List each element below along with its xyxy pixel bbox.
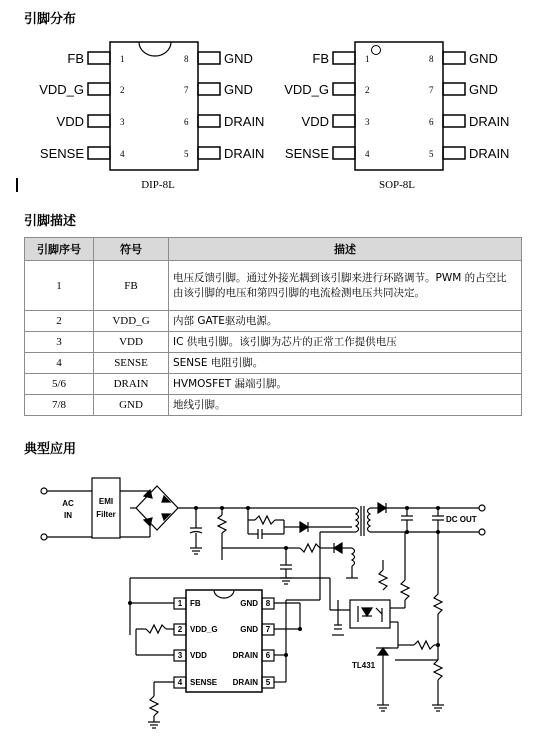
app-pin-4-number: 4 bbox=[177, 678, 183, 687]
transformer-secondary bbox=[368, 508, 371, 532]
app-pin-5-name: DRAIN bbox=[232, 678, 258, 687]
sop-pin-7-name: GND bbox=[469, 82, 498, 97]
sop-pin-4-name: SENSE bbox=[284, 146, 329, 161]
header-pin-num: 引脚序号 bbox=[25, 238, 94, 261]
aux-winding bbox=[352, 548, 355, 566]
app-pin-4-name: SENSE bbox=[190, 678, 218, 687]
bridge-rectifier bbox=[136, 486, 178, 530]
pin-desc-cell: 地线引脚。 bbox=[169, 395, 522, 416]
app-pin-2-name: VDD_G bbox=[190, 625, 218, 634]
dip-pin-7-number: 7 bbox=[184, 85, 189, 95]
pin-symbol-cell: GND bbox=[94, 395, 169, 416]
pin-desc-cell: IC 供电引脚。该引脚为芯片的正常工作提供电压 bbox=[169, 332, 522, 353]
app-pin-6-name: DRAIN bbox=[232, 651, 258, 660]
section-title-pin-desc: 引脚描述 bbox=[24, 214, 77, 229]
optocoupler bbox=[350, 600, 390, 628]
ac-terminal-top bbox=[41, 488, 47, 494]
dip-package-label: DIP-8L bbox=[141, 179, 175, 191]
pin-symbol-cell: FB bbox=[94, 261, 169, 311]
pin-num-cell: 3 bbox=[25, 332, 94, 353]
dip-pin-3-number: 3 bbox=[120, 117, 125, 127]
dip-pin-2-number: 2 bbox=[120, 85, 125, 95]
pin-num-cell: 7/8 bbox=[25, 395, 94, 416]
dip-pin-1-number: 1 bbox=[120, 54, 125, 64]
dip-pin-3-name: VDD bbox=[56, 114, 84, 129]
pin-symbol-cell: DRAIN bbox=[94, 374, 169, 395]
dip-pin-4-name: SENSE bbox=[39, 146, 84, 161]
pin-symbol-cell: VDD_G bbox=[94, 311, 169, 332]
app-pin-1-name: FB bbox=[190, 599, 201, 608]
sop-pin-3-number: 3 bbox=[365, 117, 370, 127]
ac-in-label-2: IN bbox=[64, 511, 72, 520]
ac-terminal-bottom bbox=[41, 534, 47, 540]
dip-pin-4-number: 4 bbox=[120, 149, 125, 159]
emi-label-2: Filter bbox=[96, 510, 116, 519]
sop-pin-2-number: 2 bbox=[365, 85, 370, 95]
app-pin-2-number: 2 bbox=[177, 625, 183, 634]
header-description: 描述 bbox=[169, 238, 522, 261]
sop-pin-6-name: DRAIN bbox=[469, 114, 510, 129]
startup-resistor bbox=[218, 515, 226, 533]
pin-num-cell: 2 bbox=[25, 311, 94, 332]
dip-pin-1-name: FB bbox=[67, 51, 84, 66]
transformer-primary bbox=[356, 508, 359, 532]
sop-pin-6-number: 6 bbox=[429, 117, 434, 127]
dc-out-minus bbox=[479, 529, 485, 535]
emi-label-1: EMI bbox=[98, 497, 114, 506]
app-pin-5-number: 5 bbox=[265, 678, 271, 687]
dip-pin-6-name: DRAIN bbox=[224, 114, 265, 129]
pin-num-cell: 4 bbox=[25, 353, 94, 374]
emi-filter-box bbox=[92, 478, 120, 538]
app-pin-6-number: 6 bbox=[265, 651, 271, 660]
pin-num-cell: 5/6 bbox=[25, 374, 94, 395]
pin-desc-cell: 电压反馈引脚。通过外接光耦到该引脚来进行环路调节。PWM 的占空比由该引脚的电压和第四引脚的电流检测电压共同决定。 bbox=[169, 261, 522, 311]
sop-pin-8-name: GND bbox=[469, 51, 498, 66]
pin-symbol-cell: VDD bbox=[94, 332, 169, 353]
sop-pin-8-number: 8 bbox=[429, 54, 434, 64]
pin-desc-cell: SENSE 电阻引脚。 bbox=[169, 353, 522, 374]
sop-pin-1-name: FB bbox=[312, 51, 329, 66]
pin-desc-cell: 内部 GATE驱动电源。 bbox=[169, 311, 522, 332]
app-pin-8-name: GND bbox=[240, 599, 258, 608]
sop-pin-7-number: 7 bbox=[429, 85, 434, 95]
app-pin-7-name: GND bbox=[240, 625, 258, 634]
dip-pin-5-name: DRAIN bbox=[224, 146, 265, 161]
sop-pin-4-number: 4 bbox=[365, 149, 370, 159]
sop-pin-5-name: DRAIN bbox=[469, 146, 510, 161]
sop-pin-2-name: VDD_G bbox=[284, 82, 329, 97]
dip-pin-5-number: 5 bbox=[184, 149, 189, 159]
pin-desc-cell: HVMOSFET 漏端引脚。 bbox=[169, 374, 522, 395]
ac-in-label-1: AC bbox=[62, 499, 74, 508]
section-title-application: 典型应用 bbox=[24, 442, 77, 457]
app-pin-3-name: VDD bbox=[190, 651, 207, 660]
app-pin-8-number: 8 bbox=[265, 599, 271, 608]
dc-out-label: DC OUT bbox=[446, 515, 477, 524]
header-symbol: 符号 bbox=[94, 238, 169, 261]
pin-symbol-cell: SENSE bbox=[94, 353, 169, 374]
app-pin-7-number: 7 bbox=[265, 625, 271, 634]
sop-pin-1-number: 1 bbox=[365, 54, 370, 64]
pin-num-cell: 1 bbox=[25, 261, 94, 311]
dip-pin-8-name: GND bbox=[224, 51, 253, 66]
dip-pin-2-name: VDD_G bbox=[39, 82, 84, 97]
sop-package-label: SOP-8L bbox=[378, 179, 416, 191]
sop-pin-5-number: 5 bbox=[429, 149, 434, 159]
dip-pin-6-number: 6 bbox=[184, 117, 189, 127]
section-title-pinout: 引脚分布 bbox=[24, 12, 77, 27]
tl431-label: TL431 bbox=[352, 661, 376, 670]
app-pin-3-number: 3 bbox=[177, 651, 183, 660]
dip-pin-8-number: 8 bbox=[184, 54, 189, 64]
dip-pin-7-name: GND bbox=[224, 82, 253, 97]
dc-out-plus bbox=[479, 505, 485, 511]
sop-pin-3-name: VDD bbox=[301, 114, 329, 129]
app-pin-1-number: 1 bbox=[177, 599, 183, 608]
